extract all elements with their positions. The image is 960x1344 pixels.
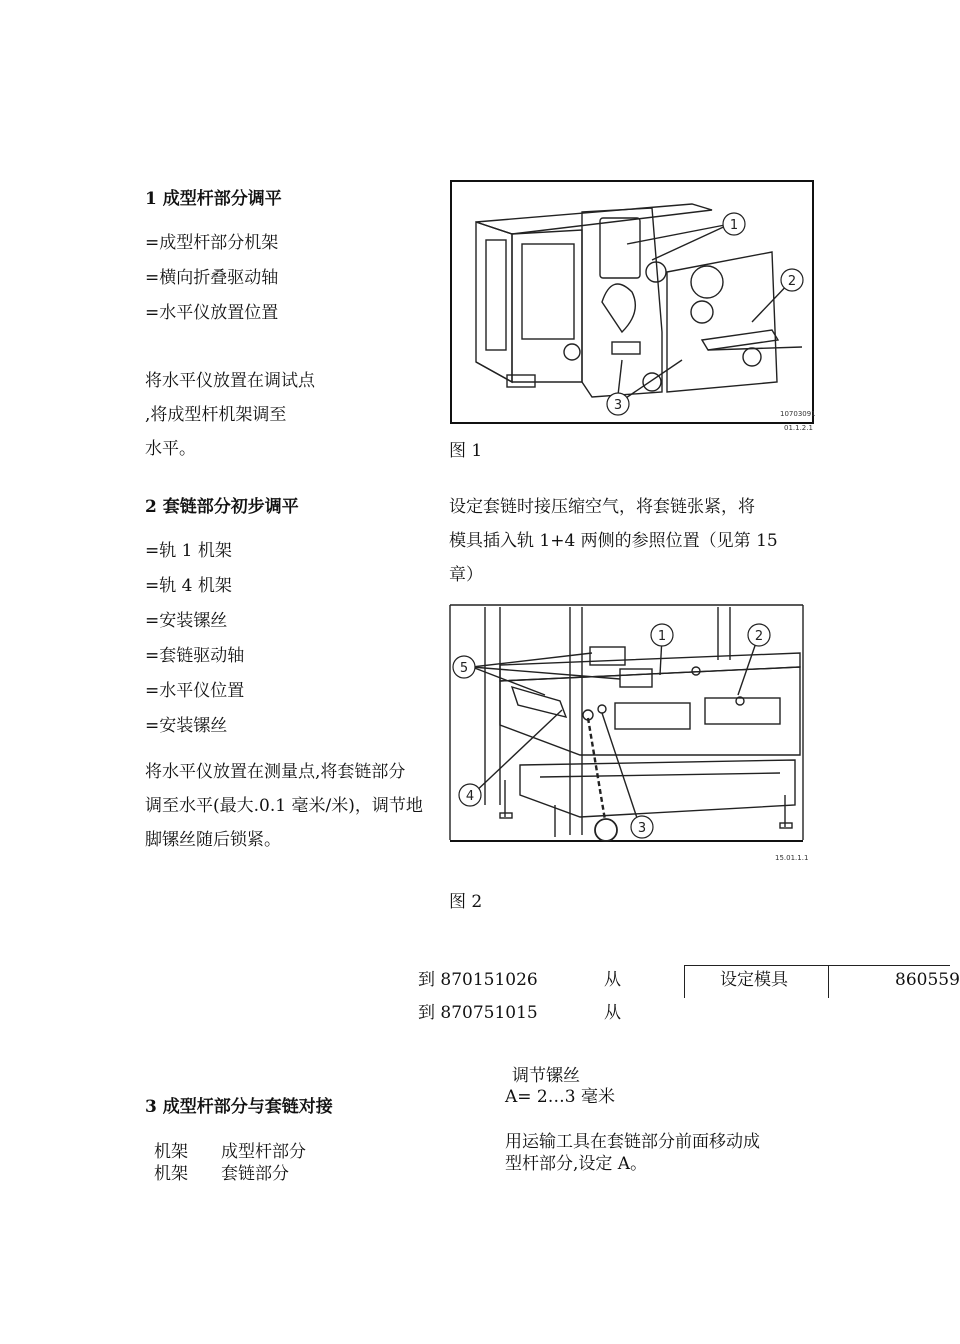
- section3-paragraph-line: 用运输工具在套链部分前面移动成: [505, 1132, 760, 1152]
- figure2-image: [450, 605, 803, 842]
- callout-4-label: 4: [465, 789, 475, 804]
- figure2-code: 15.01.1.1: [775, 854, 809, 862]
- section2-paragraph-line: 将水平仪放置在测量点,将套链部分: [145, 762, 406, 782]
- section2-item: =安装镙丝: [145, 716, 228, 736]
- callout-2-label: 2: [754, 629, 764, 644]
- table-row-from: 从: [604, 970, 621, 990]
- section2-item: =轨 4 机架: [145, 576, 232, 596]
- frame-row-part: 成型杆部分: [221, 1142, 306, 1162]
- section2-item: =套链驱动轴: [145, 646, 245, 666]
- section1-paragraph-line: 将水平仪放置在调试点: [145, 371, 315, 391]
- table-divider-left: [684, 965, 685, 998]
- section2-heading: 2 套链部分初步调平: [145, 497, 299, 517]
- section1-item: =水平仪放置位置: [145, 303, 279, 323]
- section2-right-line: 模具插入轨 1+4 两侧的参照位置（见第 15: [449, 531, 778, 551]
- table-part-number: 860559: [895, 970, 960, 990]
- figure1-image: [450, 180, 814, 424]
- table-top-rule: [684, 965, 950, 966]
- section3-paragraph-line: 型杆部分,设定 A。: [505, 1154, 648, 1174]
- section1-heading: 1 成型杆部分调平: [145, 189, 282, 209]
- section1-paragraph-line: 水平。: [145, 439, 196, 459]
- frame-row-label: 机架: [154, 1142, 188, 1162]
- section2-item: =轨 1 机架: [145, 541, 232, 561]
- section1-item: =成型杆部分机架: [145, 233, 279, 253]
- section2-paragraph-line: 脚镙丝随后锁紧。: [145, 830, 281, 850]
- figure1-caption: 图 1: [449, 441, 483, 461]
- frame-row-part: 套链部分: [221, 1164, 289, 1184]
- figure1-code-b: 01.1.2.1: [784, 424, 813, 432]
- section1-paragraph-line: ,将成型杆机架调至: [145, 405, 287, 425]
- adjust-title: 调节镙丝: [512, 1066, 580, 1086]
- section2-paragraph-line: 调至水平(最大.0.1 毫米/米)，调节地: [145, 796, 423, 816]
- frame-row-label: 机架: [154, 1164, 188, 1184]
- callout-2-label: 2: [787, 274, 797, 289]
- callout-1-label: 1: [657, 629, 667, 644]
- figure1-code-a: 10703091: [780, 410, 816, 418]
- callout-3-label: 3: [637, 821, 647, 836]
- table-tool-name: 设定模具: [720, 970, 788, 990]
- section1-item: =横向折叠驱动轴: [145, 268, 279, 288]
- section2-item: =安装镙丝: [145, 611, 228, 631]
- callout-5-label: 5: [459, 661, 469, 676]
- table-row-to: 到 870151026: [418, 970, 538, 990]
- table-row-to: 到 870751015: [418, 1003, 538, 1023]
- section2-right-line: 设定套链时接压缩空气，将套链张紧，将: [449, 497, 755, 517]
- section2-item: =水平仪位置: [145, 681, 245, 701]
- figure2-caption: 图 2: [449, 892, 483, 912]
- section2-right-line: 章）: [449, 565, 483, 585]
- callout-1-label: 1: [729, 218, 739, 233]
- chain-frame-drawing: [450, 605, 803, 840]
- table-row-from: 从: [604, 1003, 621, 1023]
- machine-frame-drawing: [452, 182, 812, 422]
- adjust-value: A= 2…3 毫米: [505, 1087, 615, 1107]
- table-divider-mid: [828, 965, 829, 998]
- callout-3-label: 3: [613, 398, 623, 413]
- section3-heading: 3 成型杆部分与套链对接: [145, 1097, 333, 1117]
